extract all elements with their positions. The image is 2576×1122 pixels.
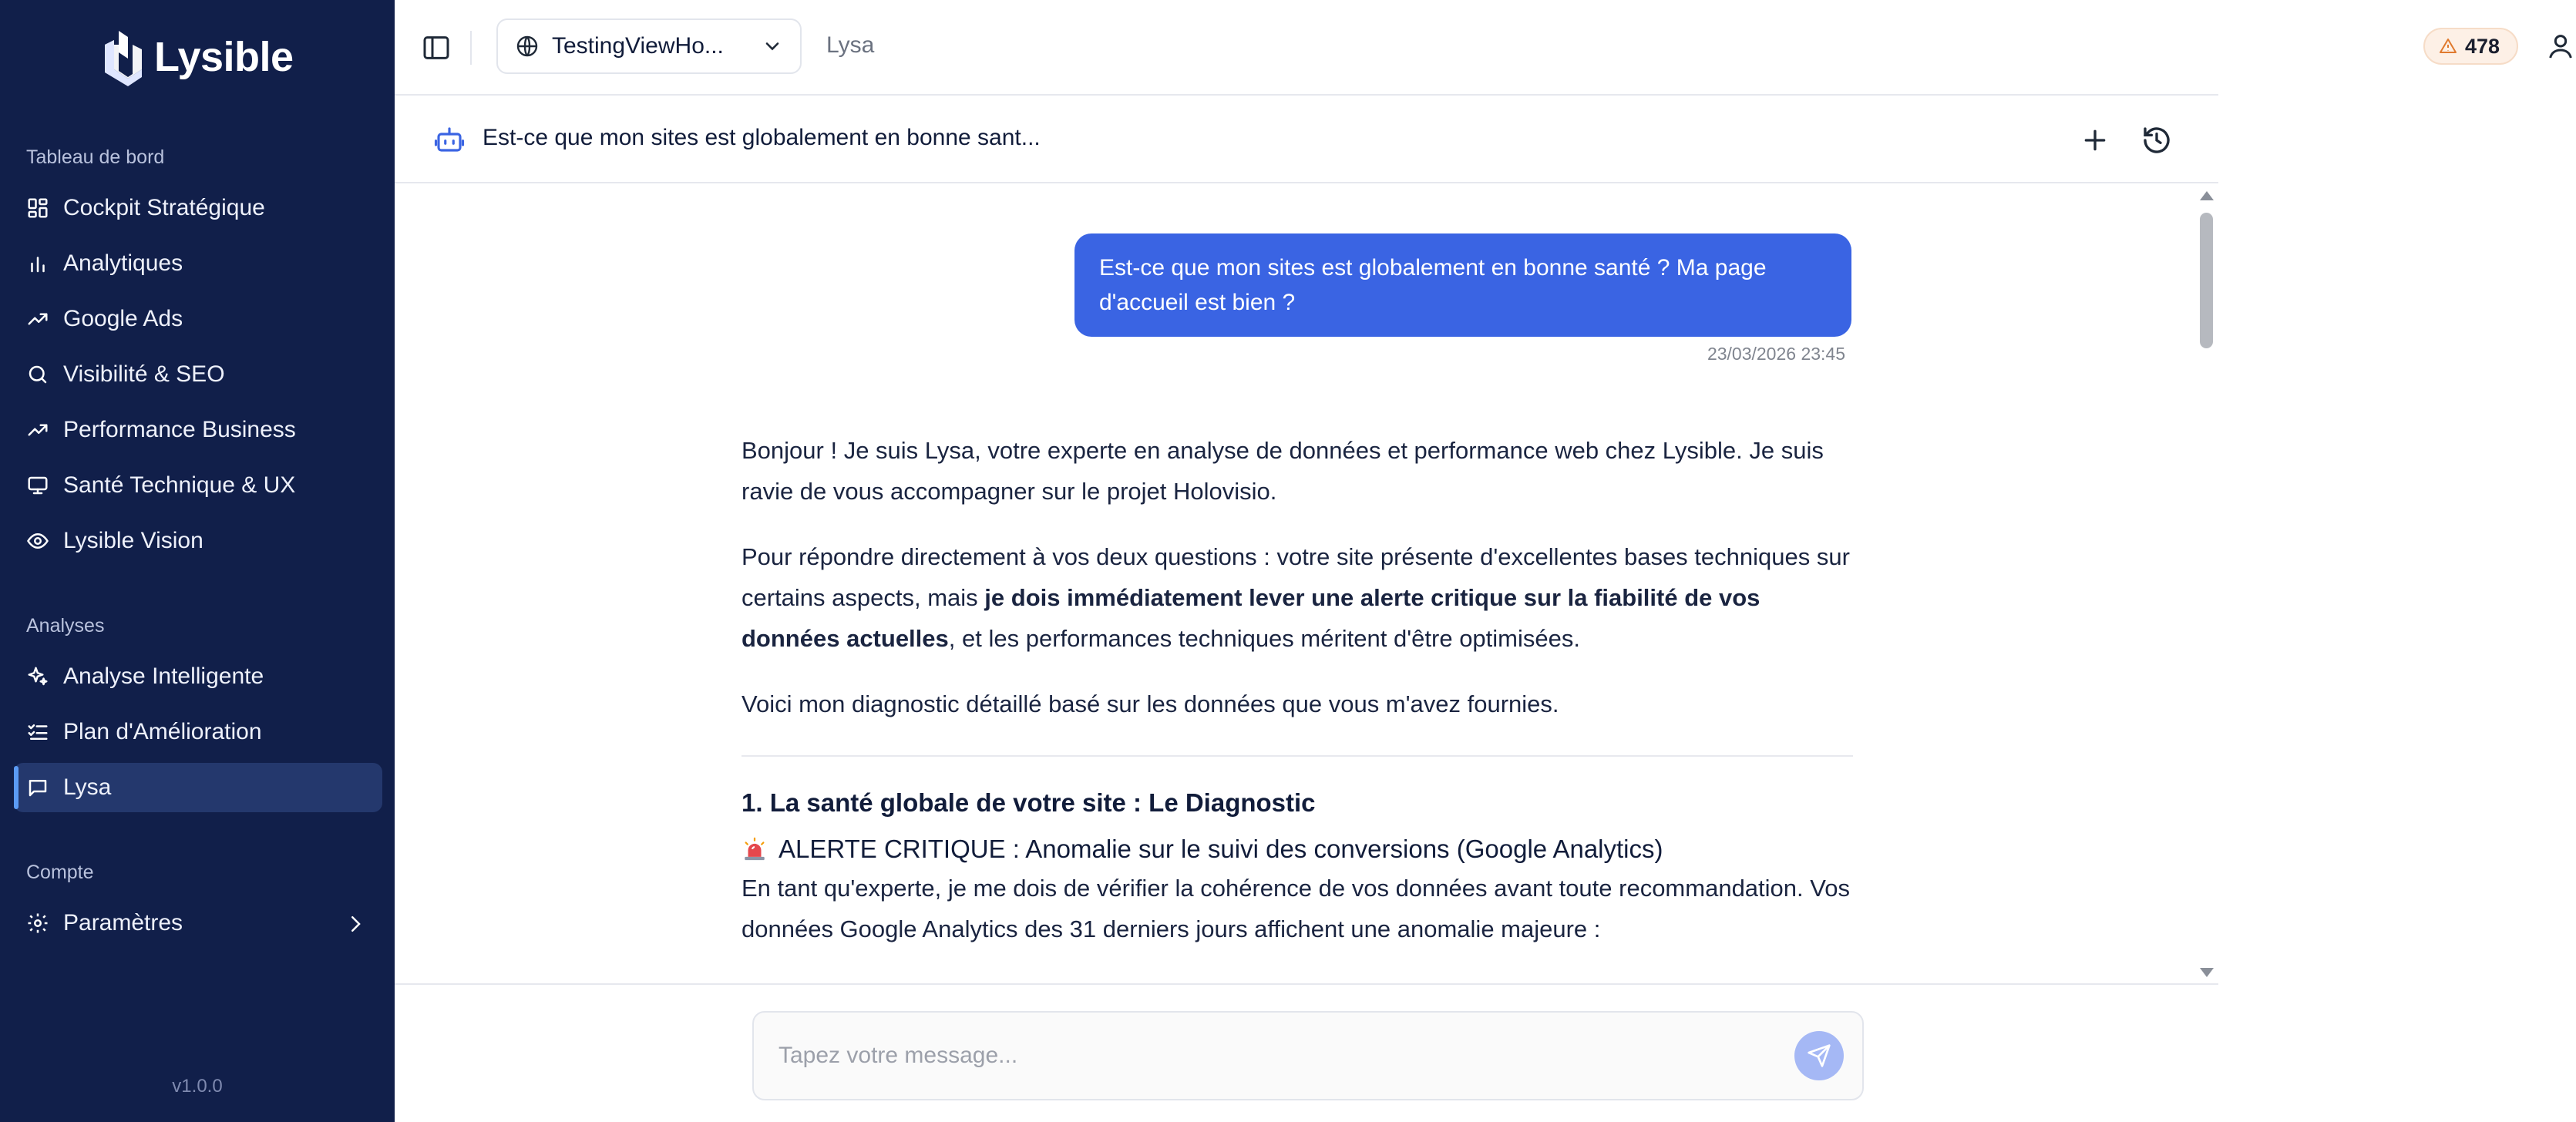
chat-messages [395,185,2191,983]
sidebar-item-label: Performance Business [63,417,296,442]
sidebar-item-label: Lysible Vision [63,528,203,553]
trend-up-icon [26,418,49,442]
sidebar-item-label: Santé Technique & UX [63,472,296,498]
warning-icon [2439,37,2457,55]
alert-line [742,831,1853,868]
app-name: Lysible [154,34,294,80]
alert-text: ALERTE CRITIQUE : Anomalie sur le suivi des conversions (Google Analytics) [779,835,1663,863]
section-divider [742,755,1853,757]
sidebar-item-parametres[interactable] [14,899,382,948]
assistant-bold-text: je dois immédiatement lever une alerte critique sur la fiabilité de vos données actuelles [742,584,1760,652]
gear-icon [26,912,49,935]
sidebar-item-label: Google Ads [63,306,183,331]
sidebar-item-analyse-intelligente[interactable] [14,652,382,701]
sidebar-item-google-ads[interactable] [14,294,382,344]
composer-bar [395,983,2218,1122]
app-logo[interactable] [102,28,294,86]
section-label-compte: Compte [26,862,94,883]
sidebar-item-vision[interactable] [14,516,382,566]
plus-icon[interactable] [2080,125,2110,156]
chevron-down-icon [762,35,783,57]
section-label-dashboard: Tableau de bord [26,146,165,168]
assistant-heading: 1. La santé globale de votre site : Le Diagnostic [742,788,1316,817]
assistant-paragraph [742,536,1853,659]
sidebar [0,0,395,1122]
sidebar-item-performance[interactable] [14,405,382,455]
site-selector[interactable] [496,18,802,74]
send-button[interactable] [1794,1031,1844,1080]
site-selector-value: TestingViewHo... [552,33,724,59]
sidebar-item-analytiques[interactable] [14,239,382,288]
section-label-analyses: Analyses [26,615,105,637]
sidebar-item-label: Visibilité & SEO [63,361,225,387]
sidebar-item-cockpit[interactable] [14,183,382,233]
alerts-count: 478 [2465,34,2500,58]
scroll-up-arrow[interactable] [2200,191,2214,200]
bar-chart-icon [26,252,49,275]
grid-icon [26,197,49,220]
bot-icon [433,123,466,156]
trend-up-icon [26,307,49,331]
assistant-text: Pour répondre directement à vos deux questions : votre site présente d'excellentes bases techniques sur certains aspects, mais [742,543,1850,611]
chevron-right-icon [344,912,367,936]
sidebar-item-label: Cockpit Stratégique [63,195,265,220]
sidebar-item-label: Lysa [63,774,112,800]
sidebar-item-lysa[interactable] [14,763,382,812]
chat-header [395,96,2218,183]
search-icon [26,363,49,386]
sidebar-item-plan-amelioration[interactable] [14,707,382,757]
sidebar-item-sante-technique[interactable] [14,461,382,510]
siren-icon [742,836,768,862]
sparkles-icon [26,665,49,688]
toolbar-divider [470,31,472,65]
monitor-icon [26,474,49,497]
user-icon[interactable] [2545,31,2576,62]
history-icon[interactable] [2141,125,2172,156]
chat-icon [26,776,49,799]
app-version: v1.0.0 [172,1076,223,1097]
message-timestamp: 23/03/2026 23:45 [1707,344,1845,364]
sidebar-item-label: Plan d'Amélioration [63,719,262,744]
scroll-down-arrow[interactable] [2200,968,2214,977]
breadcrumb: Lysa [826,32,875,58]
sidebar-toggle-icon[interactable] [421,32,452,63]
send-icon [1807,1043,1831,1068]
conversation-title: Est-ce que mon sites est globalement en bonne sant... [483,125,1041,150]
assistant-paragraph: Voici mon diagnostic détaillé basé sur les données que vous m'avez fournies. [742,690,1559,717]
sidebar-item-label: Analytiques [63,250,183,276]
assistant-paragraph: En tant qu'experte, je me dois de vérifier la cohérence de vos données avant toute recommandation. Vos données Google Analytics des 31 derniers jours affichent une anomalie majeure : [742,875,1850,942]
eye-icon [26,529,49,553]
top-bar [395,0,2500,96]
sidebar-item-label: Paramètres [63,910,183,936]
alerts-badge[interactable] [2423,28,2518,65]
sidebar-item-seo[interactable] [14,350,382,399]
lysible-logo-icon [102,28,145,86]
assistant-message [742,430,1853,974]
composer [752,1011,1864,1100]
list-checks-icon [26,721,49,744]
scroll-thumb[interactable] [2200,213,2213,348]
assistant-paragraph: Bonjour ! Je suis Lysa, votre experte en analyse de données et performance web chez Lysible. Je suis ravie de vous accompagner sur le projet Holovisio. [742,437,1824,505]
sidebar-item-label: Analyse Intelligente [63,663,264,689]
user-message: Est-ce que mon sites est globalement en bonne santé ? Ma page d'accueil est bien ? [1074,233,1851,337]
chat-scrollbar[interactable] [2194,185,2218,983]
assistant-text: , et les performances techniques méritent d'être optimisées. [948,625,1580,652]
message-input[interactable] [779,1036,1765,1076]
globe-icon [515,34,540,59]
